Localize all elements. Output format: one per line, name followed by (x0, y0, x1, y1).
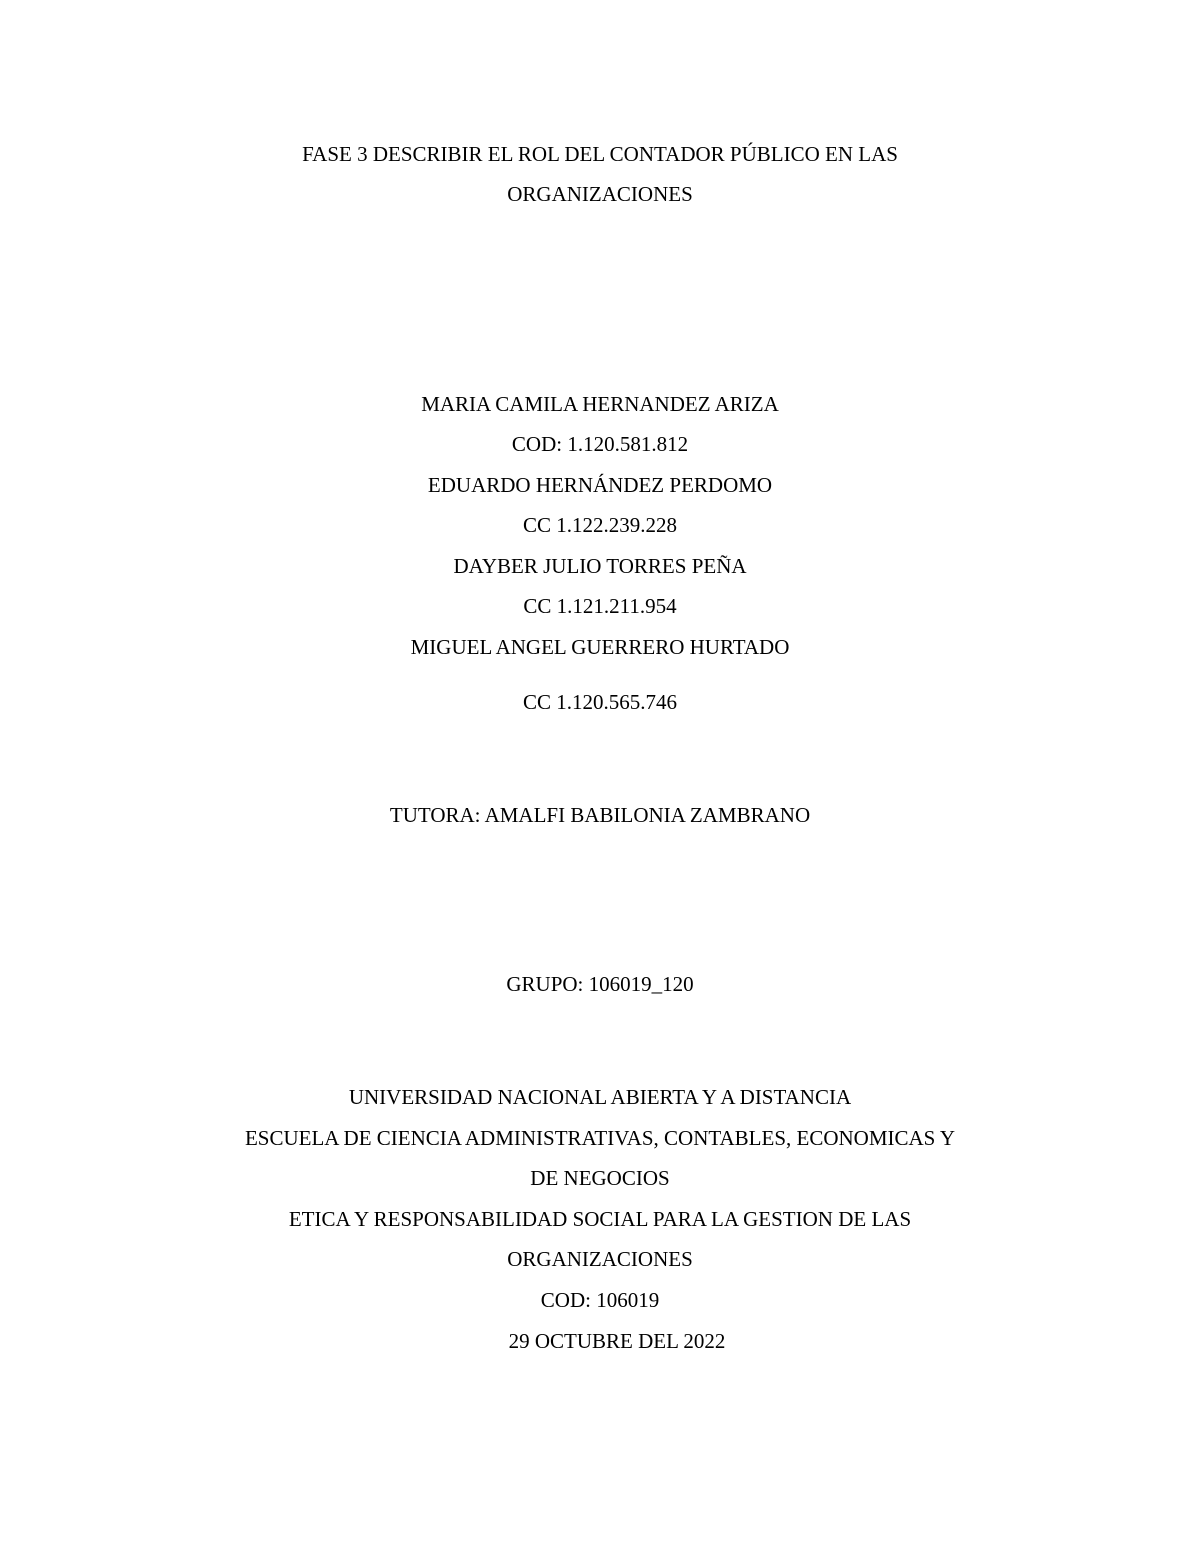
university-line: UNIVERSIDAD NACIONAL ABIERTA Y A DISTANCIA (348, 1085, 852, 1109)
author-1-id: COD: 1.120.581.812 (511, 432, 689, 456)
author-2-id: CC 1.122.239.228 (522, 513, 677, 537)
group-line: GRUPO: 106019_120 (506, 972, 694, 996)
tutor-line: TUTORA: AMALFI BABILONIA ZAMBRANO (389, 803, 811, 827)
date-line: 29 OCTUBRE DEL 2022 (508, 1329, 726, 1353)
course-line-2: ORGANIZACIONES (507, 1247, 693, 1271)
author-3-name: DAYBER JULIO TORRES PEÑA (453, 554, 747, 578)
author-1-name: MARIA CAMILA HERNANDEZ ARIZA (421, 392, 779, 416)
author-2-name: EDUARDO HERNÁNDEZ PERDOMO (427, 473, 773, 497)
title-line-2: ORGANIZACIONES (507, 182, 693, 206)
author-4-name: MIGUEL ANGEL GUERRERO HURTADO (410, 635, 790, 659)
course-code-line: COD: 106019 (540, 1288, 660, 1312)
school-line-1: ESCUELA DE CIENCIA ADMINISTRATIVAS, CONTABLES, ECONOMICAS Y (244, 1126, 956, 1150)
school-line-2: DE NEGOCIOS (530, 1166, 670, 1190)
course-line-1: ETICA Y RESPONSABILIDAD SOCIAL PARA LA GESTION DE LAS (288, 1207, 912, 1231)
title-line-1: FASE 3 DESCRIBIR EL ROL DEL CONTADOR PÚBLICO EN LAS (302, 142, 898, 166)
author-4-id: CC 1.120.565.746 (522, 690, 677, 714)
author-3-id: CC 1.121.211.954 (523, 594, 677, 618)
